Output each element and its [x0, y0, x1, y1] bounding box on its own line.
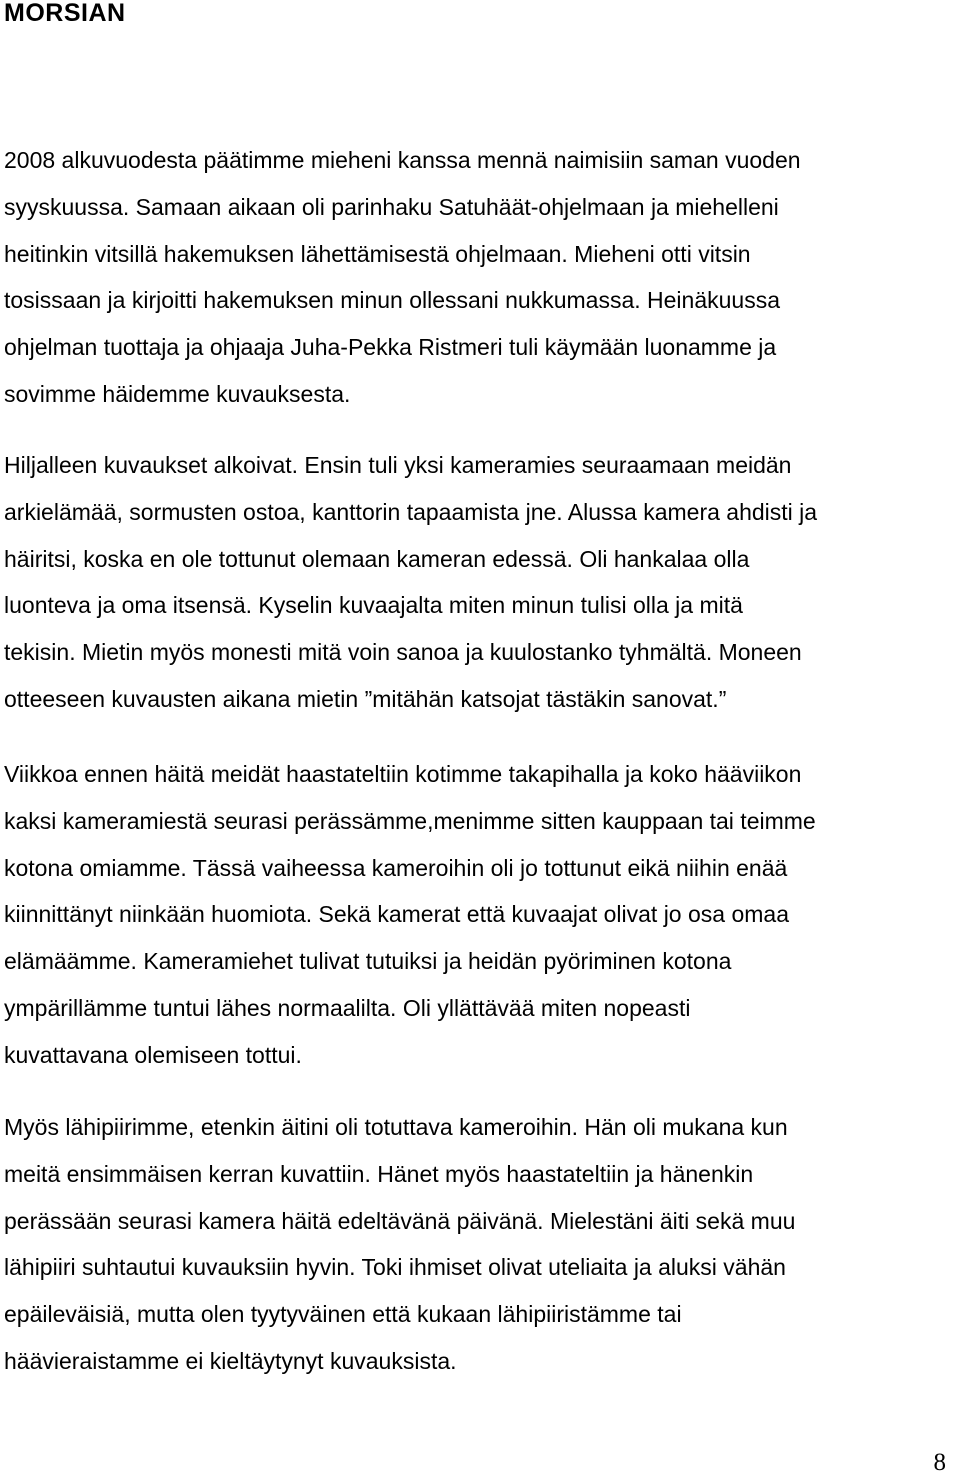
paragraph-2	[4, 442, 817, 723]
text-line: luonteva ja oma itsensä. Kyselin kuvaajalta miten minun tulisi olla ja mitä	[4, 592, 743, 619]
paragraph-3	[4, 751, 816, 1079]
text-line: otteeseen kuvausten aikana mietin ”mitähän katsojat tästäkin sanovat.”	[4, 685, 727, 712]
text-line: meitä ensimmäisen kerran kuvattiin. Hänet myös haastateltiin ja hänenkin	[4, 1160, 754, 1187]
text-line: kaksi kameramiestä seurasi perässämme,menimme sitten kauppaan tai teimme	[4, 807, 816, 834]
page-number: 8	[933, 1449, 946, 1476]
text-line: ohjelman tuottaja ja ohjaaja Juha-Pekka Ristmeri tuli käymään luonamme ja	[4, 334, 777, 361]
text-line: tosissaan ja kirjoitti hakemuksen minun ollessani nukkumassa. Heinäkuussa	[4, 287, 780, 314]
text-line: häävieraistamme ei kieltäytynyt kuvauksista.	[4, 1347, 457, 1374]
text-line: kiinnittänyt niinkään huomiota. Sekä kamerat että kuvaajat olivat jo osa omaa	[4, 901, 789, 928]
text-line: Myös lähipiirimme, etenkin äitini oli totuttava kameroihin. Hän oli mukana kun	[4, 1114, 788, 1140]
text-line: elämäämme. Kameramiehet tulivat tutuiksi ja heidän pyöriminen kotona	[4, 948, 732, 975]
text-line: epäileväisiä, mutta olen tyytyväinen että kukaan lähipiiristämme tai	[4, 1301, 682, 1328]
text-line: ympärillämme tuntui lähes normaalilta. Oli yllättävää miten nopeasti	[4, 994, 691, 1021]
text-line: syyskuussa. Samaan aikaan oli parinhaku Satuhäät-ohjelmaan ja miehelleni	[4, 193, 779, 220]
text-line: Hiljalleen kuvaukset alkoivat. Ensin tuli yksi kameramies seuraamaan meidän	[4, 452, 792, 478]
text-line: tekisin. Mietin myös monesti mitä voin sanoa ja kuulostanko tyhmältä. Moneen	[4, 639, 802, 666]
text-line: Viikkoa ennen häitä meidät haastateltiin kotimme takapihalla ja koko hääviikon	[4, 761, 802, 787]
text-line: kotona omiamme. Tässä vaiheessa kameroihin oli jo tottunut eikä niihin enää	[4, 854, 788, 881]
page-title: MORSIAN	[4, 0, 126, 27]
text-line: 2008 alkuvuodesta päätimme mieheni kanssa mennä naimisiin saman vuoden	[4, 147, 801, 173]
text-line: heitinkin vitsillä hakemuksen lähettämisestä ohjelmaan. Mieheni otti vitsin	[4, 240, 751, 267]
paragraph-1	[4, 137, 801, 418]
text-line: sovimme häidemme kuvauksesta.	[4, 380, 351, 407]
text-line: häiritsi, koska en ole tottunut olemaan kameran edessä. Oli hankalaa olla	[4, 545, 750, 572]
text-line: lähipiiri suhtautui kuvauksiin hyvin. Toki ihmiset olivat uteliaita ja aluksi vähän	[4, 1254, 786, 1281]
text-line: arkielämää, sormusten ostoa, kanttorin tapaamista jne. Alussa kamera ahdisti ja	[4, 498, 818, 525]
text-line: kuvattavana olemiseen tottui.	[4, 1041, 302, 1068]
text-line: perässään seurasi kamera häitä edeltävänä päivänä. Mielestäni äiti sekä muu	[4, 1207, 796, 1234]
paragraph-4	[4, 1104, 795, 1385]
